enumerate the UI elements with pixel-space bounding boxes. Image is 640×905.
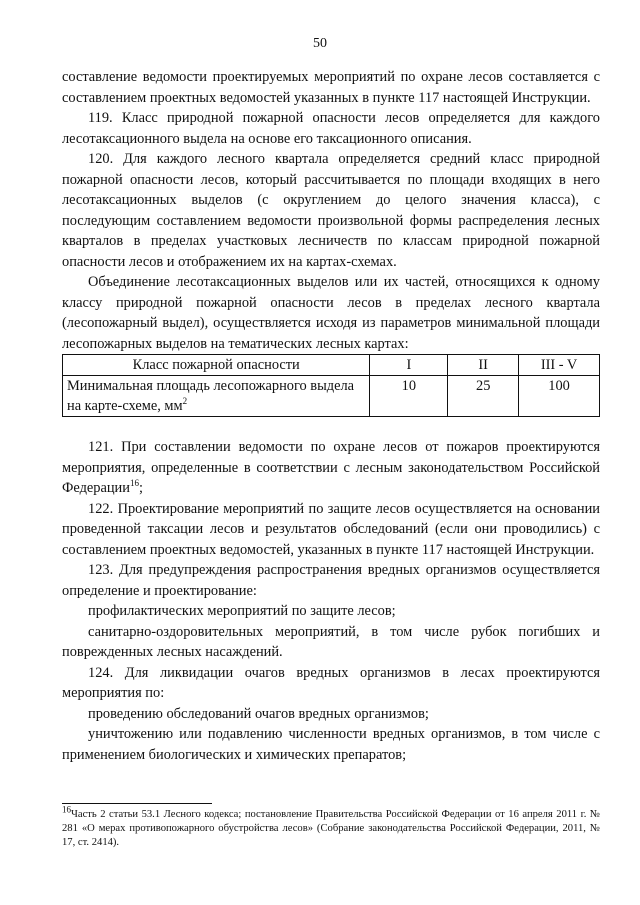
table-header-class-iii-v: III - V — [519, 355, 600, 376]
list-item: проведению обследований очагов вредных организмов; — [88, 705, 429, 722]
row-label-superscript: 2 — [182, 396, 188, 407]
footnote-divider — [62, 803, 212, 804]
paragraph-continuation: составление ведомости проектируемых мероприятий по охране лесов составляется с составлением проектных ведомостей указанных в пункте 117 настоящей Инструкции. — [62, 69, 600, 106]
list-item: уничтожению или подавлению численности вредных организмов, в том числе с применением биологических и химических препаратов; — [62, 726, 600, 763]
table-cell-class-iii-v: 100 — [519, 376, 600, 417]
fire-class-table — [62, 354, 600, 417]
table-header-row — [63, 355, 600, 376]
table-cell-class-i: 10 — [370, 376, 448, 417]
table-header-label: Класс пожарной опасности — [63, 355, 370, 376]
page-number: 50 — [313, 36, 327, 51]
paragraph-121 — [62, 437, 600, 499]
list-item: профилактических мероприятий по защите лесов; — [88, 603, 396, 619]
paragraph-121-tail: ; — [138, 480, 143, 496]
table-cell-class-ii: 25 — [448, 376, 519, 417]
paragraph-124: 124. Для ликвидации очагов вредных организмов в лесах проектируются мероприятия по: — [62, 664, 600, 701]
footnote-mark: 16 — [62, 804, 71, 815]
table-row — [63, 376, 600, 417]
paragraph-121-text: 121. При составлении ведомости по охране лесов от пожаров проектируются мероприятия, определенные в соответствии с лесным законодательством Российской Федерации — [62, 439, 600, 496]
paragraph-123: 123. Для предупреждения распространения вредных организмов осуществляется определение и проектирование: — [62, 562, 600, 599]
paragraph-119: 119. Класс природной пожарной опасности лесов определяется для каждого лесотаксационного выдела на основе его таксационного описания. — [62, 110, 600, 147]
paragraph-merge-rule: Объединение лесотаксационных выделов или их частей, относящихся к одному классу природной пожарной опасности лесов в пределах лесного квартала (лесопожарный выдел), осуществляется исходя из параметров минимальной площади лесопожарных выделов на тематических лесных картах: — [62, 274, 600, 352]
document-body — [62, 67, 600, 765]
footnote — [62, 804, 600, 850]
footnote-reference: 16 — [129, 478, 139, 489]
footnote-text: Часть 2 статьи 53.1 Лесного кодекса; постановление Правительства Российской Федерации от 16 апреля 2011 г. № 281 «О мерах противопожарного обустройства лесов» (Собрание законодательства Российской Федерации, 2011, № 17, ст. 2414). — [62, 809, 600, 848]
paragraph-122: 122. Проектирование мероприятий по защите лесов осуществляется на основании проведенной таксации лесов и результатов обследований (если они проводились) с составлением проектных ведомостей, указанных в пункте 117 настоящей Инструкции. — [62, 500, 600, 558]
row-label-text: Минимальная площадь лесопожарного выдела на карте-схеме, мм — [67, 378, 355, 414]
table-row-label — [63, 376, 370, 417]
list-item: санитарно-оздоровительных мероприятий, в том числе рубок погибших и поврежденных лесных насаждений. — [62, 623, 600, 660]
paragraph-120: 120. Для каждого лесного квартала определяется средний класс природной пожарной опасности лесов, который рассчитывается по площади входящих в него лесотаксационных выделов (с округлением до целого значения класса), с последующим составлением ведомости произвольной формы распределения лесных кварталов в пределах участковых лесничеств по классам природной пожарной опасности лесов и отображением их на картах-схемах. — [62, 151, 600, 270]
table-header-class-ii: II — [448, 355, 519, 376]
table-header-class-i: I — [370, 355, 448, 376]
